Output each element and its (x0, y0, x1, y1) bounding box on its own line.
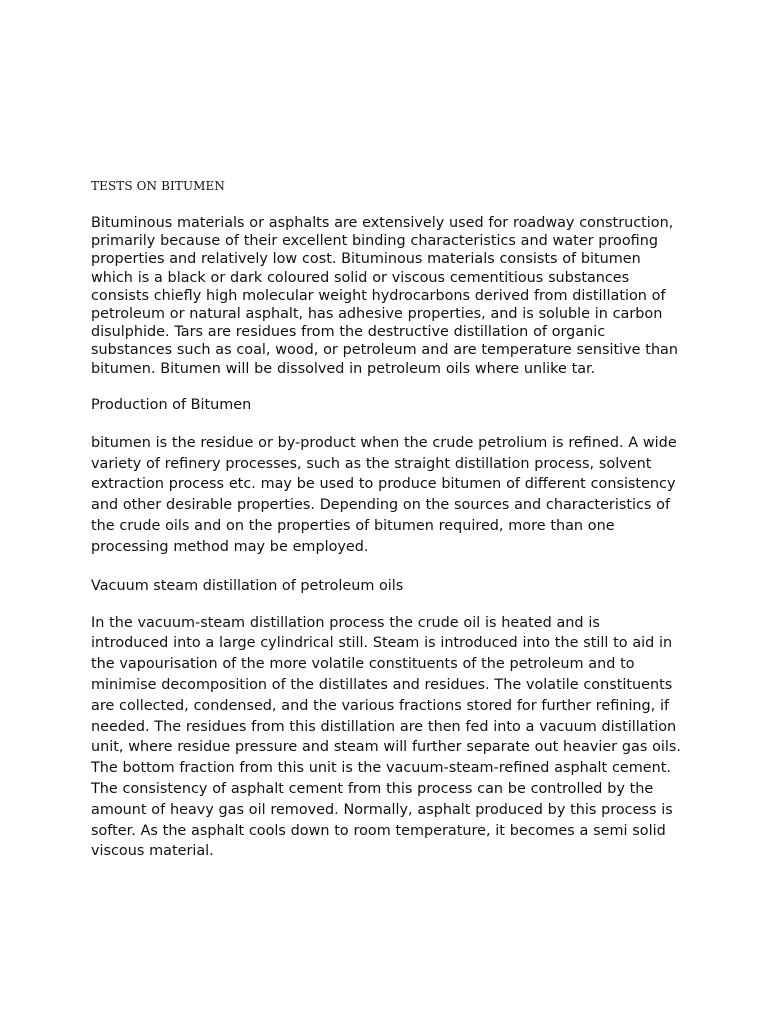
production-paragraph: bitumen is the residue or by-product when the crude petrolium is refined. A wide variety of refinery processes, such as the straight distillation process, solvent extraction process etc. may be used to produce bitumen of different consistency and other desirable properties. Depending on the sources and characteristics of the crude oils and on the properties of bitumen required, more than one processing method may be employed. (91, 434, 677, 555)
intro-paragraph: Bituminous materials or asphalts are extensively used for roadway construction, primarily because of their excellent binding characteristics and water proofing properties and relatively low cost. Bituminous materials consists of bitumen which is a black or dark coloured solid or viscous cementitious substances consists chiefly high molecular weight hydrocarbons derived from distillation of petroleum or natural asphalt, has adhesive properties, and is soluble in carbon disulphide. Tars are residues from the destructive distillation of organic substances such as coal, wood, or petroleum and are temperature sensitive than bitumen. Bitumen will be dissolved in petroleum oils where unlike tar. (91, 215, 679, 377)
document-body (91, 178, 681, 862)
vacuum-distillation-paragraph: In the vacuum-steam distillation process the crude oil is heated and is introduced into a large cylindrical still. Steam is introduced into the still to aid in the vapourisation of the more volatile constituents of the petroleum and to minimise decomposition of the distillates and residues. The volatile constituents are collected, condensed, and the various fractions stored for further refining, if needed. The residues from this distillation are then fed into a vacuum distillation unit, where residue pressure and steam will further separate out heavier gas oils. The bottom fraction from this unit is the vacuum-steam-refined asphalt cement. The consistency of asphalt cement from this process can be controlled by the amount of heavy gas oil removed. Normally, asphalt produced by this process is softer. As the asphalt cools down to room temperature, it becomes a semi solid viscous material. (91, 614, 681, 860)
vacuum-distillation-heading: Vacuum steam distillation of petroleum oils (91, 577, 404, 594)
production-heading: Production of Bitumen (91, 396, 252, 413)
document-title: TESTS ON BITUMEN (91, 179, 225, 193)
